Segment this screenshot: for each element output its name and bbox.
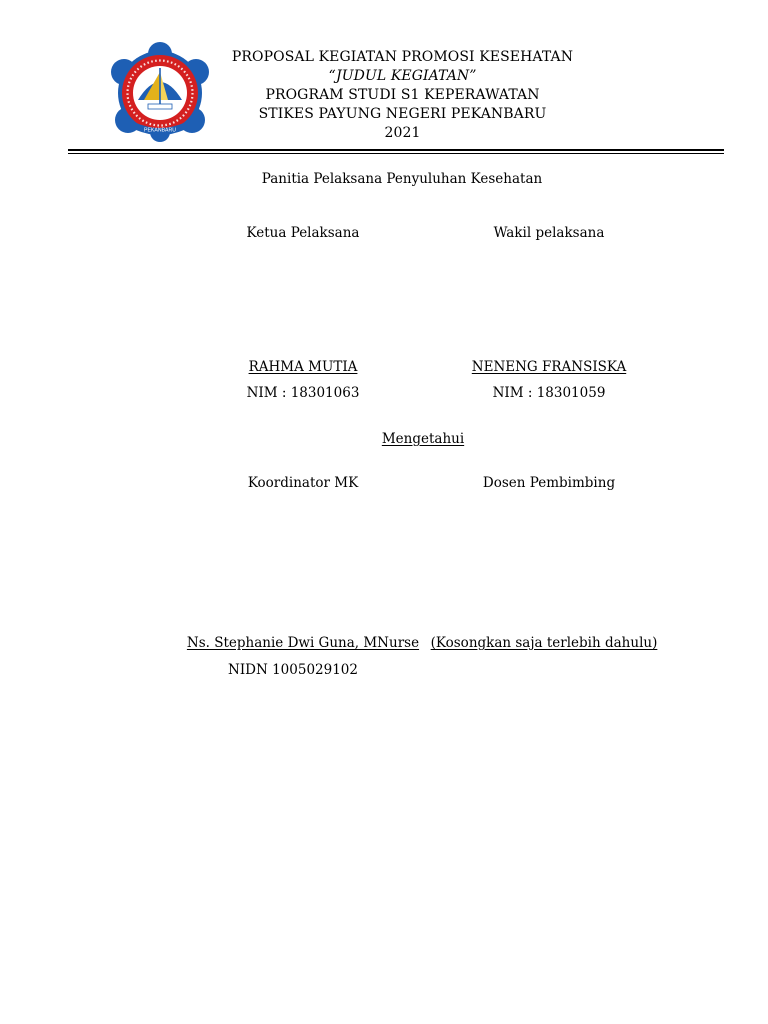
coordinator-name: Ns. Stephanie Dwi Guna, MNurse <box>186 635 420 651</box>
header-rule-thin <box>68 153 724 154</box>
vice-chair-name: NENENG FRANSISKA <box>471 359 627 375</box>
coordinator-nidn: NIDN 1005029102 <box>228 662 358 678</box>
header-title: PROPOSAL KEGIATAN PROMOSI KESEHATAN <box>231 49 574 65</box>
role-vice-chair: Wakil pelaksana <box>493 225 605 241</box>
header-rule-thick <box>68 149 724 151</box>
header-year: 2021 <box>384 125 421 141</box>
role-chair: Ketua Pelaksana <box>246 225 360 241</box>
chair-nim: NIM : 18301063 <box>246 385 360 401</box>
acknowledge-heading: Mengetahui <box>381 431 465 447</box>
role-supervisor: Dosen Pembimbing <box>482 475 616 491</box>
header-program: PROGRAM STUDI S1 KEPERAWATAN <box>265 87 540 103</box>
header-institution: STIKES PAYUNG NEGERI PEKANBARU <box>258 106 547 122</box>
supervisor-name: (Kosongkan saja terlebih dahulu) <box>430 635 658 651</box>
committee-title: Panitia Pelaksana Penyuluhan Kesehatan <box>261 171 543 187</box>
vice-chair-nim: NIM : 18301059 <box>492 385 606 401</box>
document-header <box>180 48 625 143</box>
role-coordinator: Koordinator MK <box>247 475 359 491</box>
logo-banner-text: PEKANBARU <box>144 127 176 134</box>
chair-name: RAHMA MUTIA <box>248 359 358 375</box>
header-activity-title: “JUDUL KEGIATAN” <box>328 68 477 84</box>
